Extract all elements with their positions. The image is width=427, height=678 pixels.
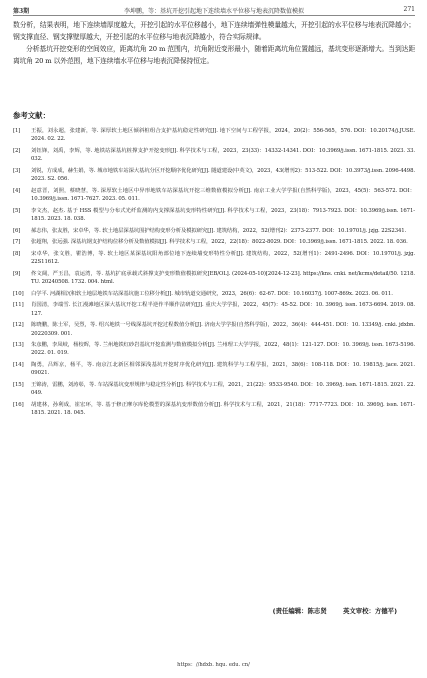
reference-text: 陈晓鹏，陈士军，吴烈，等. 绍兴地铁一号线深基坑开挖过程数值分析[J]. 济南大学学报(自然科学版)，2022，36(4)：444-451. DOI：10. 13349/j. cnki. jdxbn. 20220309. 001. bbox=[31, 322, 415, 337]
reference-item bbox=[13, 290, 415, 298]
reference-item bbox=[13, 127, 415, 143]
reference-item bbox=[13, 187, 415, 203]
reference-text: 肖国清，李端雪. 长江漫滩地区深大基坑开挖工程半逆作半顺作法研究[J]. 重庆大学学报，2022，45(7)：45-52. DOI：10. 3969/j. issn. 1673-6694. 2019. 08. 127. bbox=[31, 302, 415, 317]
reference-text: 李文杰，赵杰. 基于 HSS 模型与分布式光纤监测的内支撑深基坑变形特性研究[J]. 科学技术与工程，2023，23(18)：7913-7923. DOI：10.3969/j.issn. 1671-1815. 2023. 18. 038. bbox=[31, 207, 415, 222]
reference-item bbox=[13, 227, 415, 235]
page-number: 271 bbox=[403, 6, 415, 13]
reference-number: [7] bbox=[13, 239, 21, 246]
editors-line bbox=[273, 606, 397, 615]
reference-item bbox=[13, 401, 415, 417]
reference-item bbox=[13, 238, 415, 246]
reference-item bbox=[13, 167, 415, 183]
reference-number: [4] bbox=[13, 187, 21, 194]
reference-text: 刘钰锋，刘禹，李辉，等. 地铁站深基坑桩撑支护开挖变形[J]. 科学技术与工程，2023，23(33)：14332-14341. DOI：10.3969/j.issn. 1671-1815. 2023. 33. 032. bbox=[31, 147, 415, 163]
header-rule bbox=[13, 15, 415, 16]
reference-number: [9] bbox=[13, 270, 21, 277]
reference-number: [12] bbox=[13, 322, 24, 329]
reference-number: [11] bbox=[13, 302, 24, 309]
reference-item bbox=[13, 321, 415, 337]
reference-text: 王锦涛，雷鹏，刘涛彰，等. 车站深基坑变形规律与稳定性分析[J]. 科学技术与工程，2021，21(22)：9533-9540. DOI：10. 3969/j. issn. 1671-1815. 2021. 22. 049. bbox=[31, 382, 415, 397]
reference-number: [15] bbox=[13, 382, 24, 389]
reference-item bbox=[13, 250, 415, 266]
reference-text: 佟文阔，严玉昌，袁运湾，等. 基坑扩底承载式斜撑支护变形数值模拟研究[EB/OL]. (2024-05-10)[2024-12-23]. https://kns. cnki. net/kcms/detail/50. 1218. TU. 20240508. 1732. 004. html. bbox=[31, 270, 415, 286]
reference-item bbox=[13, 381, 415, 397]
reference-text: 郝志伟，张友胜，宋卓华，等. 软土地层深基坑围护结构变形分析及模拟研究[J]. 建筑结构，2022，52(增刊2)：2373-2377. DOI：10.19701/j. jzjg. 22S2341. bbox=[31, 227, 407, 234]
reference-number: [1] bbox=[13, 128, 21, 134]
reference-number: [3] bbox=[13, 167, 21, 174]
reference-text: 张超翔，张远强. 深基坑钢支护结构位移分析及数值模拟[J]. 科学技术与工程，2022，22(18)：8022-8029. DOI：10.3969/j.issn. 1671-1815. 2022. 18. 036. bbox=[31, 239, 408, 246]
reference-text: 陶勇，吕辉京，杨平，等. 南京江北新区相邻深浅基坑开挖时序优化研究[J]. 建筑科学与工程学报，2021，38(6)：108-118. DOI：10. 19815/j. jace. 2021. 09021. bbox=[31, 362, 415, 377]
reference-number: [10] bbox=[13, 290, 24, 297]
reference-text: 胡建林，孙利成，崔宏环，等. 基于修正摩尔库伦模型的深基坑变形数值分析[J]. 科学技术与工程，2021，21(18)：7717-7723. DOI：10. 3969/j. issn. 1671-1815. 2021. 18. 045. bbox=[31, 401, 415, 417]
reference-number: [6] bbox=[13, 227, 21, 234]
reference-item bbox=[13, 207, 415, 223]
reference-number: [2] bbox=[13, 147, 21, 154]
english-editor: 英文审校：方德平) bbox=[342, 607, 397, 615]
reference-text: 赵意晋，刘照，蔡晓慧，等. 深厚软土地区中异形地铁车站深基坑开挖三维数值模拟分析[J]. 南京工业大学学报(自然科学版)，2023，45(5)：563-572. DOI：10.3969/j.issn. 1671-7627. 2023. 05. 011. bbox=[31, 187, 415, 202]
reference-number: [16] bbox=[13, 401, 24, 408]
reference-number: [5] bbox=[13, 207, 21, 214]
reference-text: 朱彦鹏，李凤岐，杨校晖，等. 兰州地铁红砂岩基坑开挖监测与数值模拟分析[J]. 兰州理工大学学报，2022，48(1)：121-127. DOI：10. 3969/j. issn. 1673-5196. 2022. 01. 019. bbox=[31, 342, 415, 357]
reference-item bbox=[13, 361, 415, 377]
reference-text: 宋卓华，张文胜，瞿浩博，等. 软土地区某深基坑阳角部位地下连续墙变形特性分析[J]. 建筑结构，2022，52(增刊1)：2491-2496. DOI：10.19701/j. jzjg. 22S11612. bbox=[31, 250, 415, 266]
journal-url[interactable]: https：//hdxb. hqu. edu. cn/ bbox=[177, 662, 250, 668]
reference-item bbox=[13, 301, 415, 317]
article-body bbox=[13, 19, 415, 67]
reference-number: [13] bbox=[13, 342, 24, 349]
reference-number: [8] bbox=[13, 250, 21, 257]
responsible-editor: (责任编辑：陈志贤 bbox=[272, 607, 327, 615]
reference-text: 白学平. 河湖相沉积软土地层地铁车站深基坑施工位移分析[J]. 城市轨道交通研究，2023，26(6)：62-67. DOI：10.16037/j. 1007-869x. 2023. 06. 011. bbox=[31, 290, 393, 297]
issue-number: 第3期 bbox=[13, 8, 30, 15]
reference-text: 王振，刘永超，张建新，等. 深厚软土地区倾斜桩组合支护基坑稳定性研究[J]. 地下空间与工程学报，2024，20(2)：556-565，576. DOI：10.20174/j.JUSE. 2024. 02. 22. bbox=[31, 128, 415, 143]
reference-item bbox=[13, 341, 415, 357]
reference-item bbox=[13, 147, 415, 163]
reference-number: [14] bbox=[13, 362, 24, 369]
body-paragraph-1: 数分析，结果表明，地下连续墙厚度越大，开挖引起的水平位移越小，地下连续墙弹性模量越大，开挖引起的水平位移与地表沉降越小；钢支撑直径、钢支撑壁厚越大，开挖引起的水平位移与地表沉降越小，符合实际规律。 bbox=[13, 21, 415, 42]
reference-text: 刘锐，方成成，赫生娟，等. 城市地铁车站深大基坑分区开挖顺序优化研究[J]. 隧道建设(中英文)，2023，43(增刊2)：513-522. DOI：10.3973/j.issn. 2096-4498. 2023. S2. 056. bbox=[31, 167, 415, 183]
running-title: 李坤鹏，等：基坑开挖引起地下连续墙水平位移与地表沉降数值模拟 bbox=[123, 8, 304, 15]
body-paragraph-2: 分析基坑开挖变形的空间效应，距离坑角 20 m 范围内，坑角附近变形最小，随着距离坑角位置越远，基坑变形逐渐增大。当到达距离坑角 20 m 以外范围，地下连续墙水平位移与地表沉降保持恒定。 bbox=[13, 45, 415, 66]
reference-list bbox=[13, 127, 415, 421]
references-heading: 参考文献： bbox=[13, 111, 50, 120]
reference-item bbox=[13, 270, 415, 286]
